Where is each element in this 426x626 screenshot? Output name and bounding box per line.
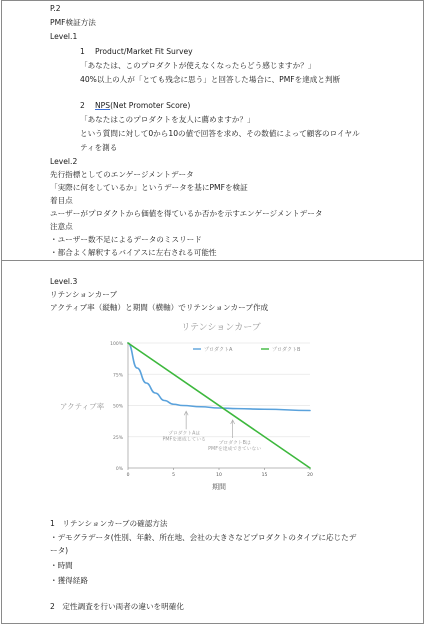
y-tick-label: 50% xyxy=(112,404,123,410)
annotation-a-line1: プロダクトAは xyxy=(168,431,201,437)
y-tick-label: 100% xyxy=(110,342,123,347)
y-tick-label: 0% xyxy=(115,467,123,472)
x-tick-label: 5 xyxy=(172,473,175,478)
level2-line2: 「実際に何をしているか」というデータを基にPMFを検証 xyxy=(50,183,248,192)
level2-focus-label: 着目点 xyxy=(50,196,73,205)
level2-caution-1: ・ユーザー数不足によるデータのミスリード xyxy=(50,235,202,244)
level2-line1: 先行指標としてのエンゲージメントデータ xyxy=(50,170,194,179)
page-divider xyxy=(1,260,424,261)
level3-label: Level.3 xyxy=(50,277,78,286)
x-tick-label: 15 xyxy=(261,473,268,478)
legend-label: プロダクトA xyxy=(204,347,233,353)
x-tick-label: 10 xyxy=(216,473,222,478)
level3-subtitle: リテンションカーブ xyxy=(50,290,118,299)
level1-item1-title: Product/Market Fit Survey xyxy=(95,47,193,56)
level1-item2-title xyxy=(95,101,190,111)
level3-section1-line1: ・デモグラデータ(性別、年齢、所在地、会社の大きさなどプロダクトのタイプに応じたデ xyxy=(50,533,357,542)
level1-item2-desc-1: という質問に対して0から10の値で回答を求め、その数値によって顧客のロイヤル xyxy=(80,129,360,138)
page-heading: PMF検証方法 xyxy=(50,18,96,27)
chart-legend xyxy=(193,346,301,353)
level1-label: Level.1 xyxy=(50,32,78,41)
level3-desc: アクティブ率（縦軸）と期間（横軸）でリテンションカーブ作成 xyxy=(50,303,269,312)
series-line-product-a xyxy=(128,343,310,411)
level1-item2-question: 「あなたはこのプロダクトを友人に薦めますか？」 xyxy=(80,115,255,124)
retention-chart xyxy=(45,316,345,498)
level2-label: Level.2 xyxy=(50,157,78,166)
level1-item1-num: 1 xyxy=(80,47,85,56)
level2-caution-label: 注意点 xyxy=(50,222,73,231)
page-label: P.2 xyxy=(50,4,61,13)
level3-section1-bullet-channel: ・獲得経路 xyxy=(50,576,88,585)
x-tick-label: 0 xyxy=(126,473,130,478)
annotation-b-line2: PMFを達成できていない xyxy=(208,447,262,452)
annotation-b-line1: プロダクトBは xyxy=(218,441,251,446)
level3-section1-bullet-time: ・時間 xyxy=(50,561,73,570)
level3-section1-line2: ータ) xyxy=(50,546,69,555)
y-axis-label: アクティブ率 xyxy=(59,402,105,411)
level2-caution-2: ・都合よく解釈するバイアスに左右される可能性 xyxy=(50,248,217,257)
y-tick-label: 75% xyxy=(112,373,123,379)
x-tick-label: 20 xyxy=(307,473,313,478)
level1-item1-desc: 40%以上の人が「とても残念に思う」と回答した場合に、PMFを達成と判断 xyxy=(80,75,341,84)
level1-item1-question: 「あなたは、このプロダクトが使えなくなったらどう感じますか？」 xyxy=(80,61,316,70)
chart-annotations xyxy=(162,411,261,452)
y-tick-label: 25% xyxy=(112,435,123,441)
annotation-a-line2: PMFを達成している xyxy=(162,437,206,443)
level1-item2-num: 2 xyxy=(80,101,85,110)
nps-full: (Net Promoter Score) xyxy=(110,101,191,110)
level3-section2-title: 2 定性調査を行い両者の違いを明確化 xyxy=(50,602,184,611)
x-axis-label: 期間 xyxy=(212,483,226,491)
level2-focus-text: ユーザーがプロダクトから価値を得ているか否かを示すエンゲージメントデータ xyxy=(50,209,323,218)
level3-section1-title: 1 リテンションカーブの確認方法 xyxy=(50,519,168,528)
chart-title: リテンションカーブ xyxy=(181,323,261,333)
nps-abbr: NPS xyxy=(95,101,111,110)
level1-item2-desc-2: ティを測る xyxy=(80,143,118,152)
legend-label: プロダクトB xyxy=(272,347,301,353)
